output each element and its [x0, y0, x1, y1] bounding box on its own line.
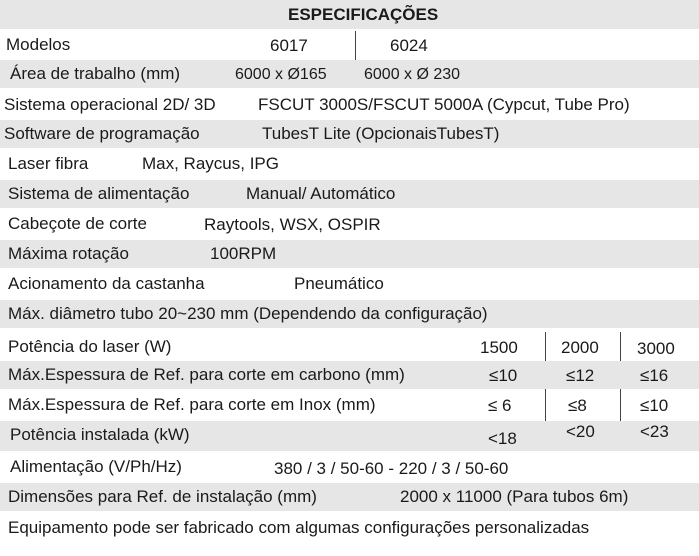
- laser-value: Max, Raycus, IPG: [142, 154, 279, 173]
- installed-label: Potência instalada (kW): [10, 425, 190, 444]
- os-value: FSCUT 3000S/FSCUT 5000A (Cypcut, Tube Pro): [258, 95, 630, 114]
- os-label: Sistema operacional 2D/ 3D: [4, 95, 216, 114]
- feed-row: [0, 180, 699, 208]
- installed-2000: <20: [566, 422, 595, 441]
- software-row: [0, 120, 699, 148]
- software-value: TubesT Lite (OpcionaisTubesT): [262, 124, 500, 143]
- laser-row: [0, 150, 699, 178]
- installed-1500: <18: [488, 429, 517, 448]
- inox-row: [0, 391, 699, 419]
- head-label: Cabeçote de corte: [8, 214, 147, 233]
- title-row: [0, 0, 699, 29]
- os-row: [0, 91, 699, 119]
- supply-value: 380 / 3 / 50-60 - 220 / 3 / 50-60: [274, 459, 509, 478]
- models-label: Modelos: [6, 35, 71, 54]
- inox-2000: ≤8: [568, 396, 587, 415]
- installed-3000: <23: [640, 422, 669, 441]
- rotation-label: Máxima rotação: [8, 244, 129, 263]
- dimensions-value: 2000 x 11000 (Para tubos 6m): [400, 487, 629, 506]
- model-6017: 6017: [270, 36, 308, 55]
- power-row: [0, 332, 699, 360]
- carbon-label: Máx.Espessura de Ref. para corte em carbono (mm): [8, 365, 405, 384]
- rotation-value: 100RPM: [210, 244, 277, 263]
- feed-value: Manual/ Automático: [246, 184, 396, 203]
- software-label: Software de programação: [4, 124, 200, 143]
- inox-3000: ≤10: [640, 396, 669, 415]
- page-title: ESPECIFICAÇÕES: [288, 5, 439, 24]
- supply-row: [0, 453, 699, 481]
- tube-row: [0, 300, 699, 328]
- model-6024: 6024: [390, 36, 428, 55]
- note-row: [0, 514, 699, 542]
- carbon-row: [0, 361, 699, 389]
- work-area-6017: 6000 x Ø165: [235, 66, 327, 83]
- chuck-label: Acionamento da castanha: [8, 274, 205, 293]
- inox-1500: ≤ 6: [488, 396, 512, 415]
- power-3000: 3000: [637, 339, 675, 358]
- rotation-row: [0, 240, 699, 268]
- dimensions-label: Dimensões para Ref. de instalação (mm): [8, 487, 317, 506]
- power-2000: 2000: [561, 338, 599, 357]
- work-area-6024: 6000 x Ø 230: [364, 66, 461, 83]
- head-value: Raytools, WSX, OSPIR: [204, 215, 381, 234]
- carbon-1500: ≤10: [489, 366, 518, 385]
- laser-label: Laser fibra: [8, 154, 89, 173]
- models-row: [0, 31, 699, 59]
- supply-label: Alimentação (V/Ph/Hz): [10, 457, 182, 476]
- inox-label: Máx.Espessura de Ref. para corte em Inox (mm): [8, 395, 376, 414]
- carbon-2000: ≤12: [566, 366, 595, 385]
- head-row: [0, 210, 699, 238]
- tube-label: Máx. diâmetro tubo 20~230 mm (Dependendo da configuração): [8, 304, 488, 323]
- chuck-value: Pneumático: [294, 274, 384, 293]
- power-1500: 1500: [480, 338, 518, 357]
- power-label: Potência do laser (W): [8, 337, 172, 356]
- installed-row: [0, 421, 699, 451]
- dimensions-row: [0, 483, 699, 511]
- work-area-row: [0, 60, 699, 88]
- work-area-label: Área de trabalho (mm): [10, 64, 181, 83]
- chuck-row: [0, 270, 699, 298]
- footnote: Equipamento pode ser fabricado com algumas configurações personalizadas: [8, 518, 590, 537]
- feed-label: Sistema de alimentação: [8, 184, 190, 203]
- carbon-3000: ≤16: [640, 366, 669, 385]
